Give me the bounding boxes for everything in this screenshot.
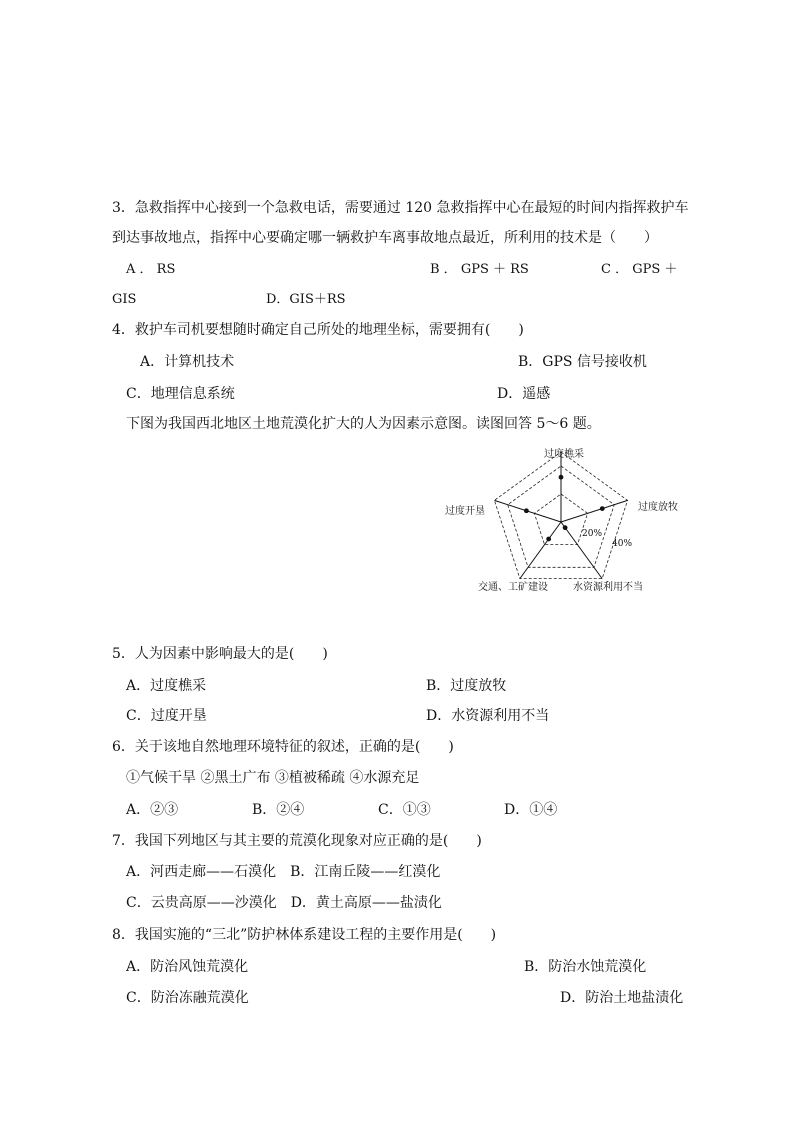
q6-stem: 6．关于该地自然地理环境特征的叙述，正确的是( ): [112, 739, 454, 755]
radar-point-1: [559, 475, 564, 480]
axis-label-overcultivation: 过度开垦: [445, 506, 485, 517]
radar-point-2: [600, 506, 605, 511]
axis-label-overgrazing: 过度放牧: [638, 502, 678, 513]
axis-label-construction: 交通、工矿建设: [478, 582, 548, 593]
q5-option-d: D．水资源利用不当: [426, 708, 550, 724]
q5-option-b: B．过度放牧: [426, 678, 507, 694]
q3-stem-line1: 3．急救指挥中心接到一个急救电话，需要通过 120 急救指挥中心在最短的时间内指挥救护车: [112, 200, 689, 216]
q5-stem: 5．人为因素中影响最大的是( ): [112, 646, 328, 662]
q8-option-b: B．防治水蚀荒漠化: [524, 959, 647, 975]
radar-point-4: [546, 537, 551, 542]
q7-options-cd: C．云贵高原——沙漠化 D．黄土高原——盐渍化: [126, 895, 442, 911]
radar-axis-4: [520, 522, 561, 579]
ring-label-20: 20%: [582, 529, 603, 539]
axis-label-logging: 过度樵采: [544, 449, 584, 460]
q3-option-a: A ． RS: [126, 262, 176, 277]
axis-label-water-misuse: 水资源利用不当: [573, 582, 643, 593]
q4-option-a: A．计算机技术: [140, 354, 235, 370]
ring-label-40: 40%: [612, 539, 633, 549]
radar-axes: [494, 452, 627, 579]
radar-axis-2: [561, 500, 628, 522]
q4-option-d: D．遥感: [497, 386, 551, 402]
q4-option-b: B．GPS 信号接收机: [518, 354, 647, 370]
q6-option-c: C．①③: [378, 802, 431, 818]
q6-option-a: A．②③: [126, 802, 179, 818]
q7-options-ab: A．河西走廊——石漠化 B．江南丘陵——红漠化: [126, 864, 441, 880]
q3-option-b: B ． GPS ＋ RS: [430, 262, 529, 277]
q8-option-a: A．防治风蚀荒漠化: [126, 959, 249, 975]
q3-option-d: D．GIS＋RS: [266, 292, 346, 307]
q6-option-b: B．②④: [252, 802, 305, 818]
q6-items: ①气候干旱 ②黑土广布 ③植被稀疏 ④水源充足: [126, 770, 420, 786]
radar-point-5: [524, 508, 529, 513]
q3-option-c: C ． GPS ＋: [601, 262, 678, 277]
q3-option-c-cont: GIS: [112, 292, 137, 307]
q6-option-d: D．①④: [504, 802, 558, 818]
q5-option-a: A．过度樵采: [126, 678, 207, 694]
figure-intro: 下图为我国西北地区土地荒漠化扩大的人为因素示意图。读图回答 5～6 题。: [126, 416, 601, 432]
radar-point-3: [563, 525, 568, 530]
q3-stem-line2: 到达事故地点，指挥中心要确定哪一辆救护车离事故地点最近，所利用的技术是（ ）: [112, 230, 658, 246]
q5-option-c: C．过度开垦: [126, 708, 207, 724]
q8-option-c: C．防治冻融荒漠化: [126, 990, 249, 1006]
q4-option-c: C．地理信息系统: [126, 386, 235, 402]
q7-stem: 7．我国下列地区与其主要的荒漠化现象对应正确的是( ): [112, 833, 482, 849]
q8-option-d: D．防治土地盐渍化: [560, 990, 684, 1006]
q8-stem: 8．我国实施的“三北”防护林体系建设工程的主要作用是( ): [112, 927, 497, 943]
radar-chart: [438, 440, 698, 600]
q4-stem: 4．救护车司机要想随时确定自己所处的地理坐标，需要拥有( ): [112, 322, 524, 338]
